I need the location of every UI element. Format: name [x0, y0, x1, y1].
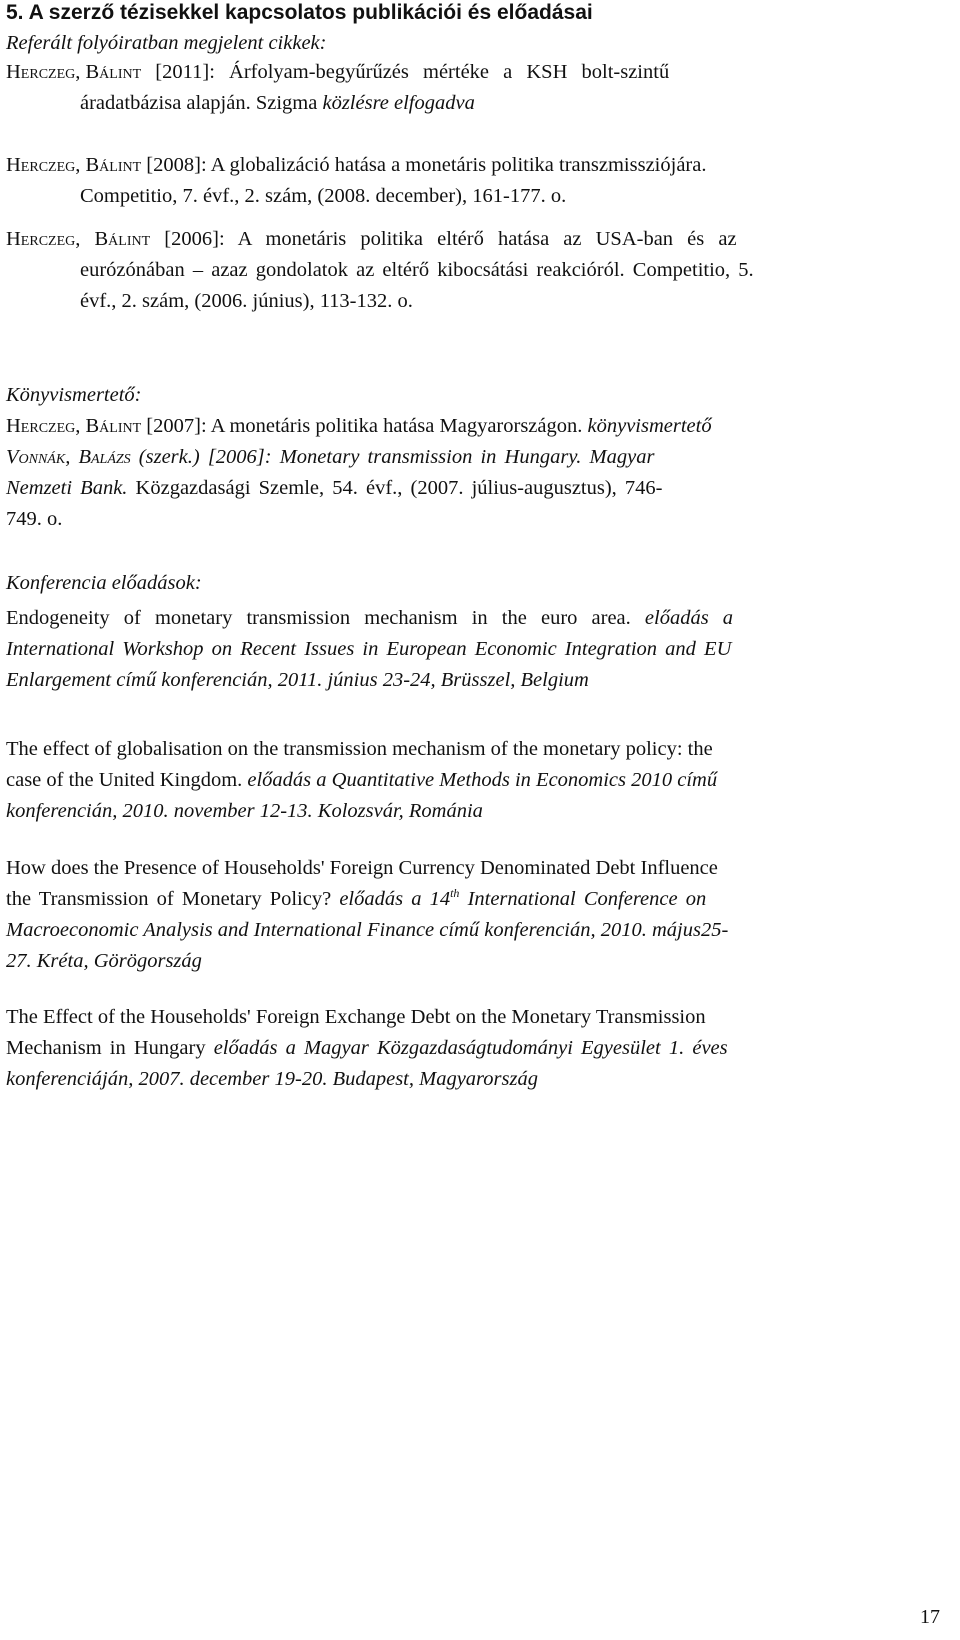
talk-2010-qme-line1: The effect of globalisation on the transmission mechanism of the monetary policy: the: [6, 738, 713, 760]
talk-2007-line3: konferenciáján, 2007. december 19-20. Budapest, Magyarország: [6, 1068, 538, 1090]
publication-2006-line1: Herczeg, Bálint [2006]: A monetáris politika eltérő hatása az USA-ban és az: [6, 228, 737, 250]
page-number: 17: [920, 1606, 940, 1628]
publication-2011: [6, 57, 956, 119]
talk-2007-line1: The Effect of the Households' Foreign Exchange Debt on the Monetary Transmission: [6, 1006, 706, 1028]
publication-2006-line3: évf., 2. szám, (2006. június), 113-132. o.: [80, 290, 413, 312]
talk-2011-line2: International Workshop on Recent Issues in European Economic Integration and EU: [6, 638, 732, 660]
book-review-line1: Herczeg, Bálint [2007]: A monetáris politika hatása Magyarországon. könyvismertető: [6, 415, 712, 437]
publication-2008: [6, 150, 956, 212]
talk-2011-line1: Endogeneity of monetary transmission mechanism in the euro area. előadás a: [6, 607, 734, 629]
publication-2008-line2: Competitio, 7. évf., 2. szám, (2008. december), 161-177. o.: [80, 185, 567, 207]
publication-2006: [6, 224, 956, 317]
talk-2007-line2: Mechanism in Hungary előadás a Magyar Közgazdaságtudományi Egyesület 1. éves: [6, 1037, 728, 1059]
talk-2007: [6, 1002, 956, 1095]
talk-2010-macro-line2: the Transmission of Monetary Policy? előadás a 14th International Conference on: [6, 886, 707, 910]
talk-2011: [6, 603, 956, 696]
talk-2010-macro-line4: 27. Kréta, Görögország: [6, 950, 202, 972]
book-review: [6, 411, 956, 535]
publication-2011-line2: áradatbázisa alapján. Szigma közlésre elfogadva: [80, 92, 475, 114]
book-review-line2: Vonnák, Balázs (szerk.) [2006]: Monetary transmission in Hungary. Magyar: [6, 446, 655, 468]
book-review-label: Könyvismertető:: [6, 384, 142, 406]
publication-2008-line1: Herczeg, Bálint [2008]: A globalizáció hatása a monetáris politika transzmissziójára.: [6, 154, 707, 176]
publication-2006-line2: eurózónában – azaz gondolatok az eltérő kibocsátási reakcióról. Competitio, 5.: [80, 259, 754, 281]
conference-talks-label: Konferencia előadások:: [6, 572, 202, 594]
talk-2010-macro: [6, 853, 956, 977]
refereed-articles-label: Referált folyóiratban megjelent cikkek:: [6, 32, 327, 54]
book-review-line4: 749. o.: [6, 508, 63, 530]
talk-2010-qme-line2: case of the United Kingdom. előadás a Quantitative Methods in Economics 2010 című: [6, 769, 718, 791]
talk-2010-qme-line3: konferencián, 2010. november 12-13. Kolozsvár, Románia: [6, 800, 483, 822]
section-heading: 5. A szerző tézisekkel kapcsolatos publikációi és előadásai: [6, 1, 593, 24]
talk-2010-qme: [6, 734, 956, 827]
book-review-line3: Nemzeti Bank. Közgazdasági Szemle, 54. évf., (2007. július-augusztus), 746-: [6, 477, 663, 499]
talk-2010-macro-line3: Macroeconomic Analysis and International Finance című konferencián, 2010. május25-: [6, 919, 729, 941]
publication-2011-line1: Herczeg, Bálint [2011]: Árfolyam-begyűrűzés mértéke a KSH bolt-szintű: [6, 61, 670, 83]
talk-2011-line3: Enlargement című konferencián, 2011. június 23-24, Brüsszel, Belgium: [6, 669, 589, 691]
talk-2010-macro-line1: How does the Presence of Households' Foreign Currency Denominated Debt Influence: [6, 857, 718, 879]
